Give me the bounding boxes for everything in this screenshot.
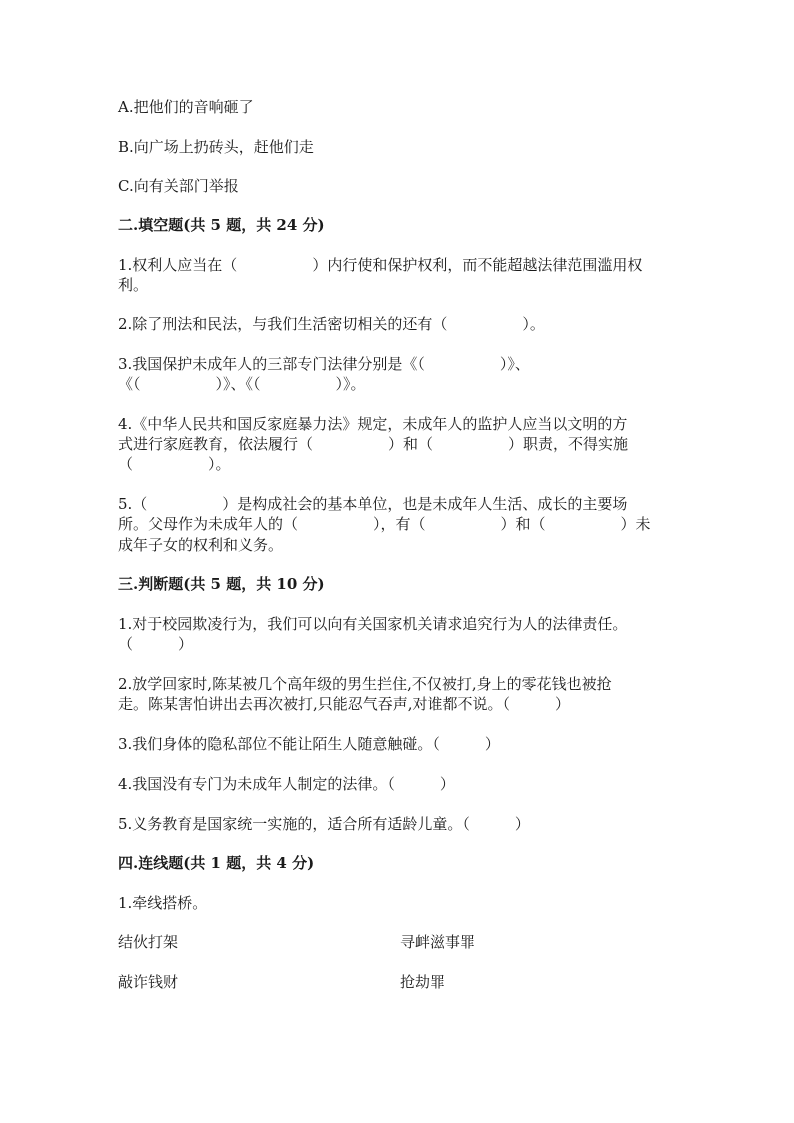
- match-right-item: 寻衅滋事罪: [400, 933, 476, 951]
- section-fill-blank-title: 二.填空题(共 5 题，共 24 分): [118, 216, 325, 234]
- fill-q4-line3: （ ）。: [118, 455, 231, 473]
- judge-q5-line1: 5.义务教育是国家统一实施的，适合所有适龄儿童。（ ）: [118, 815, 530, 833]
- match-right-item: 抢劫罪: [400, 973, 446, 991]
- fill-q3-line1: 3.我国保护未成年人的三部专门法律分别是《（ ）》、: [118, 355, 530, 373]
- fill-q3-line2: 《（ ）》、《（ ）》。: [118, 375, 366, 393]
- option-b: B.向广场上扔砖头，赶他们走: [118, 138, 314, 156]
- judge-q3-line1: 3.我们身体的隐私部位不能让陌生人随意触碰。（ ）: [118, 735, 500, 753]
- judge-q1-line2: （ ）: [118, 635, 194, 653]
- fill-q1-line2: 利。: [118, 276, 149, 294]
- fill-q5-line1: 5.（ ）是构成社会的基本单位，也是未成年人生活、成长的主要场: [118, 495, 628, 513]
- judge-q4-line1: 4.我国没有专门为未成年人制定的法律。（ ）: [118, 775, 455, 793]
- section-matching-title: 四.连线题(共 1 题，共 4 分): [118, 854, 315, 872]
- match-left-item: 敲诈钱财: [118, 973, 179, 991]
- fill-q5-line3: 成年子女的权利和义务。: [118, 536, 284, 554]
- judge-q1-line1: 1.对于校园欺凌行为，我们可以向有关国家机关请求追究行为人的法律责任。: [118, 615, 628, 633]
- section-judgment-title: 三.判断题(共 5 题，共 10 分): [118, 575, 325, 593]
- option-c: C.向有关部门举报: [118, 177, 239, 195]
- judge-q2-line2: 走。陈某害怕讲出去再次被打,只能忍气吞声,对谁都不说。（ ）: [118, 695, 571, 713]
- match-q1: 1.牵线搭桥。: [118, 894, 208, 912]
- fill-q4-line2: 式进行家庭教育，依法履行（ ）和（ ）职责，不得实施: [118, 435, 629, 453]
- fill-q1-line1: 1.权利人应当在（ ）内行使和保护权利，而不能超越法律范围滥用权: [118, 256, 643, 274]
- match-left-item: 结伙打架: [118, 933, 179, 951]
- fill-q5-line2: 所。父母作为未成年人的（ ），有（ ）和（ ）未: [118, 515, 651, 533]
- fill-q2-line1: 2.除了刑法和民法，与我们生活密切相关的还有（ ）。: [118, 315, 545, 333]
- judge-q2-line1: 2.放学回家时,陈某被几个高年级的男生拦住,不仅被打,身上的零花钱也被抢: [118, 675, 612, 693]
- option-a: A.把他们的音响砸了: [118, 98, 254, 116]
- fill-q4-line1: 4.《中华人民共和国反家庭暴力法》规定，未成年人的监护人应当以文明的方: [118, 415, 628, 433]
